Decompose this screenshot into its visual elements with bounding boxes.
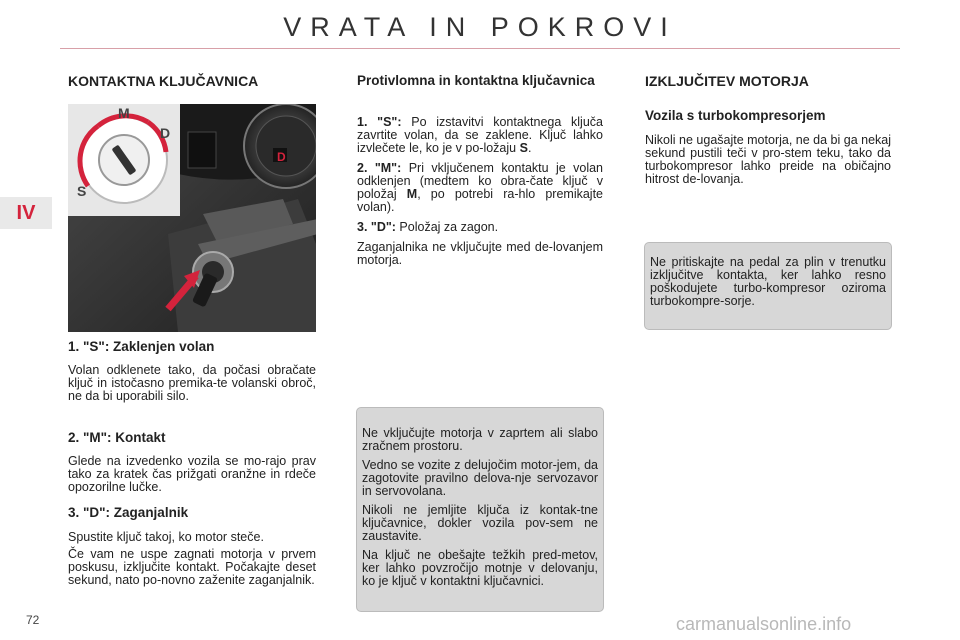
chapter-label: IV: [16, 202, 36, 224]
para-m-bold: M: [406, 187, 418, 201]
heading-d-starter: 3. "D": Zaganjalnik: [68, 505, 189, 520]
label-d: 3. "D":: [357, 220, 396, 234]
section-heading-ignition: KONTAKTNA KLJUČAVNICA: [68, 73, 259, 89]
warning-note-turbo: [644, 242, 892, 330]
lock-label-d: D: [160, 125, 171, 141]
text-s-locked: Volan odklenete tako, da počasi obračate ključ in istočasno premika-te volanski obroč, ne da bi uporabili silo.: [68, 363, 316, 403]
dash-d-label: D: [277, 150, 286, 164]
lock-label-s: S: [77, 183, 87, 199]
lock-label-m: M: [118, 105, 130, 121]
label-s: 1. "S":: [357, 115, 402, 129]
note-line: Ne pritiskajte na pedal za plin v trenutku izključitve kontakta, ker lahko resno poškodujete turbo-kompresor oziroma turbokompre-sorje.: [650, 255, 886, 308]
warning-note-engine: [356, 407, 604, 612]
antitheft-para-d: [357, 221, 603, 234]
text-d-starter-1: Spustite ključ takoj, ko motor steče.: [68, 530, 264, 544]
heading-turbo: Vozila s turbokompresorjem: [645, 108, 826, 123]
note-line: Ne vključujte motorja v zaprtem ali slabo zračnem prostoru.: [362, 426, 598, 453]
heading-s-locked: 1. "S": Zaklenjen volan: [68, 339, 215, 354]
antitheft-para-m: [357, 162, 603, 214]
text-d-starter-2: Če vam ne uspe zagnati motorja v prvem poskusu, izključite kontakt. Počakajte deset sekund, nato po-novno zaženite zaganjalnik.: [68, 547, 316, 587]
page-number: 72: [26, 613, 40, 627]
para-m-text: Pri vključenem kontaktu je volan odklenjen (medtem ko obra-čate ključ v položaj: [357, 161, 604, 201]
text-m-contact: Glede na izvedenko vozila se mo-rajo prav tako za kratek čas prižgati oranžne in rdeče opozorilne lučke.: [68, 454, 316, 494]
antitheft-body: [357, 116, 603, 267]
para-m-end: , po potrebi ra-hlo premikajte volan).: [357, 187, 603, 214]
para-s-end: .: [527, 141, 532, 155]
watermark: carmanualsonline.info: [676, 614, 852, 634]
section-heading-engine-off: IZKLJUČITEV MOTORJA: [645, 73, 809, 89]
ignition-photo: [68, 104, 316, 332]
ignition-illustration: [68, 104, 316, 332]
para-s-text: Po izstavitvi kontaktnega ključa zavrtite volan, da se zaklene. Ključ lahko izvlečete le, ko je v po-ložaju: [357, 115, 603, 155]
antitheft-para-starter: Zaganjalnika ne vključujte med de-lovanjem motorja.: [357, 240, 603, 267]
section-heading-antitheft: Protivlomna in kontaktna ključavnica: [357, 73, 595, 88]
note-line: Nikoli ne jemljite ključa iz kontak-tne ključavnice, dokler vozila pov-sem ne zaustavite.: [362, 503, 598, 543]
antitheft-para-s: [357, 116, 603, 155]
note-line: Vedno se vozite z delujočim motor-jem, da zagotovite pravilno delova-nje servozavor in servovolana.: [362, 458, 598, 498]
label-m: 2. "M":: [357, 161, 402, 175]
note-line: Na ključ ne obešajte težkih pred-metov, ker lahko povzročijo motnje v delovanju, ko je ključ v kontaktni ključavnici.: [362, 548, 598, 588]
title-divider: [60, 48, 900, 49]
page-title: VRATA IN POKROVI: [283, 12, 677, 42]
para-s-bold: S: [519, 141, 528, 155]
heading-m-contact: 2. "M": Kontakt: [68, 430, 166, 445]
text-turbo: Nikoli ne ugašajte motorja, ne da bi ga nekaj sekund pustili teči v pro-stem teku, tako da turbokompresor lahko preide na običajno hitrost de-lovanja.: [645, 133, 891, 186]
chapter-tab: [0, 197, 52, 229]
para-d-text: Položaj za zagon.: [395, 220, 499, 234]
